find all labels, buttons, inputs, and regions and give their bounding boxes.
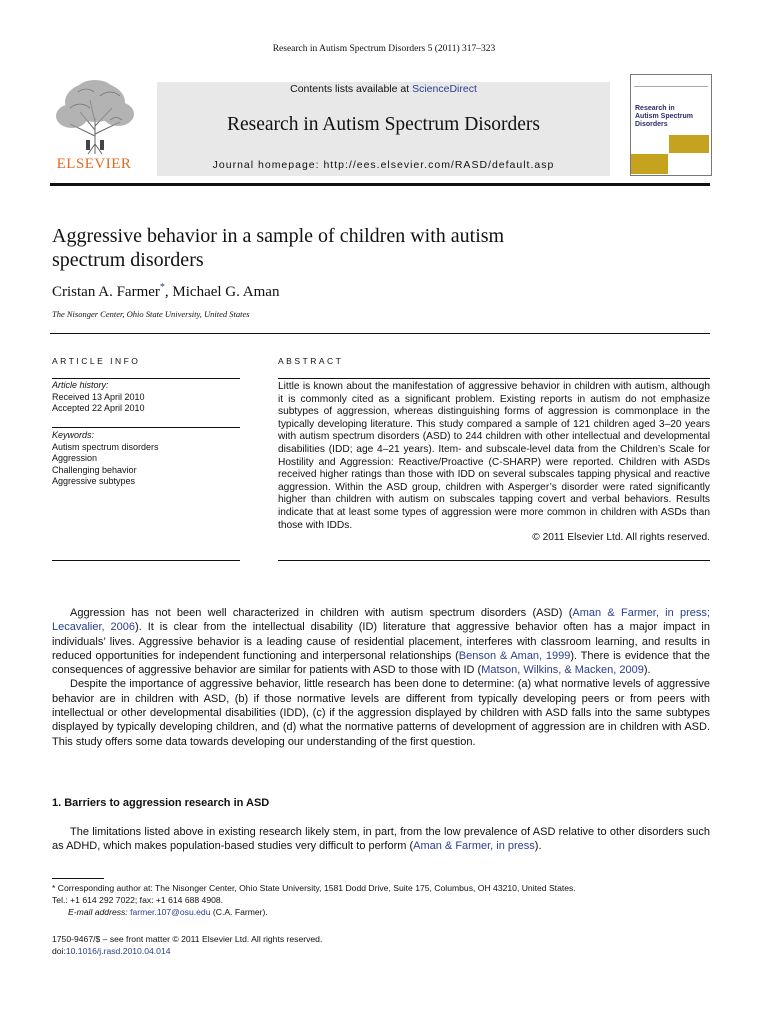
citation-link[interactable]: Benson & Aman, 1999 (458, 649, 571, 662)
cover-title-line: Disorders (635, 121, 668, 128)
article-title-line: spectrum disorders (52, 249, 204, 271)
accepted-date: Accepted 22 April 2010 (52, 403, 145, 413)
author-name[interactable]: , Michael G. Aman (164, 284, 280, 300)
article-info-bottom-rule (52, 560, 240, 561)
article-history (52, 380, 240, 415)
footnote-rule (52, 878, 104, 879)
cover-title-line: Autism Spectrum (635, 113, 693, 120)
issn-block (52, 933, 322, 957)
abstract-copyright: © 2011 Elsevier Ltd. All rights reserved. (532, 532, 710, 544)
keywords-label: Keywords: (52, 430, 95, 440)
footnote-email-line (52, 906, 710, 918)
journal-cover (630, 74, 712, 176)
contents-line (157, 83, 610, 95)
email-label: E-mail address: (68, 907, 131, 917)
cover-accent-block (669, 135, 709, 153)
footnote-line: * Corresponding author at: The Nisonger Center, Ohio State University, 1581 Dodd Drive, Suite 175, Columbus, OH 43210, United States. (52, 883, 576, 893)
intro-text (52, 606, 710, 749)
doi-link[interactable]: 10.1016/j.rasd.2010.04.014 (65, 946, 171, 956)
corresponding-mark[interactable]: * (159, 282, 165, 293)
keyword: Aggressive subtypes (52, 476, 136, 486)
paragraph (52, 606, 710, 677)
affiliation: The Nisonger Center, Ohio State University, United States (52, 309, 250, 319)
article-title-line: Aggressive behavior in a sample of children with autism (52, 225, 505, 247)
article-history-label: Article history: (52, 380, 109, 390)
citation-link[interactable]: Matson, Wilkins, & Macken, 2009 (481, 664, 644, 677)
journal-title: Research in Autism Spectrum Disorders (226, 114, 541, 135)
doi-line (52, 945, 322, 957)
contents-prefix: Contents lists available at (290, 83, 413, 95)
text-run: ). (534, 840, 542, 853)
citation-link[interactable]: Aman & Farmer, in press; Lecavalier, 2006 (52, 607, 710, 634)
cover-title (635, 105, 709, 129)
keywords-rule (52, 427, 240, 428)
cover-accent-block (631, 154, 668, 174)
abstract (278, 381, 710, 545)
keyword: Challenging behavior (52, 464, 137, 475)
received-date: Received 13 April 2010 (52, 391, 145, 402)
running-head: Research in Autism Spectrum Disorders 5 (2011) 317–323 (272, 44, 496, 54)
email-link[interactable]: farmer.107@osu.edu (130, 907, 211, 917)
cover-title-line: Research in (635, 105, 675, 112)
text-run: The limitations listed above in existing research likely stem, in part, from the low prevalence of ASD relative to other disorders such as ADHD, which makes population-based studies very difficult to perform ( (52, 826, 710, 853)
keyword: Aggression (52, 453, 98, 463)
journal-homepage[interactable]: Journal homepage: http://ees.elsevier.com/RASD/default.asp (212, 159, 555, 171)
email-suffix: (C.A. Farmer). (210, 907, 268, 917)
text-run: Aggression has not been well characterized in children with autism spectrum disorders (ASD) ( (70, 607, 573, 619)
keyword: Autism spectrum disorders (52, 441, 159, 452)
author-name[interactable]: Cristan A. Farmer (52, 284, 160, 300)
text-run: ). It is clear from the intellectual disability (ID) literature that aggressive behavior often has a major impact in individuals’ lives. Aggressive behavior is a leading cause of residential placement, interferes with classroom learning, and results in reduced opportunities for independent functioning and interpersonal relationships ( (52, 621, 710, 662)
authors (52, 282, 279, 301)
section-text (52, 825, 710, 854)
section-heading: 1. Barriers to aggression research in ASD (52, 797, 270, 809)
title-rule (50, 333, 710, 334)
abstract-text: Little is known about the manifestation of aggressive behavior in children with autism, although it is commonly cited as a significant problem. Existing reports in autism do not emphasize subtypes of aggression, whereas distinguishing forms of aggression is commonplace in the typically developing literature. This study compared a sample of 121 children aged 3–20 years with autism spectrum disorders (ASD) to 244 children with other intellectual and developmental disabilities (IDD; age 4–21 years). Item- and subscale-level data from the Children’s Scale for Hostility and Aggression: Reactive/Proactive (C-SHARP) were reported. Children with ASDs received higher ratings than those with IDD on several subscales tapping physical and reactive aggression. Within the ASD group, children with Asperger’s disorder were rated significantly higher than children with autism on subscales tapping covert and verbal behaviors. Results indicate that at least some types of aggression were more common in children with ASDs than those with IDDs. (278, 381, 710, 531)
paragraph (52, 825, 710, 854)
article-title (52, 224, 672, 272)
publisher-name: ELSEVIER (56, 156, 132, 172)
sciencedirect-link[interactable]: ScienceDirect (412, 83, 477, 95)
article-info-rule (52, 378, 240, 379)
cover-header-strip (634, 78, 708, 87)
article-info-label: ARTICLE INFO (52, 356, 141, 366)
text-run: ). (643, 664, 651, 677)
text-run: ). There is evidence that the consequences of aggressive behavior are similar for patients with ASD to those with ID ( (52, 649, 711, 677)
doi-label: doi: (52, 946, 66, 956)
footnote-line: Tel.: +1 614 292 7022; fax: +1 614 688 4908. (52, 895, 224, 905)
issn-line: 1750-9467/$ – see front matter © 2011 Elsevier Ltd. All rights reserved. (52, 934, 323, 944)
paragraph: Despite the importance of aggressive behavior, little research has been done to determine: (a) what normative levels of aggressive behavior are in children with ASD, (b) if those normative levels are different from typically developing peers or from peers with intellectual or other developmental disabilities (IDD), (c) if the aggression displayed by children with ASD falls into the same subtypes displayed by typically developing children, and (d) what the normative patterns of development of aggression are in children with ASD. This study offers some data towards developing our understanding of the first question. (52, 678, 710, 748)
keywords (52, 430, 240, 488)
header-rule (50, 183, 710, 186)
footnote (52, 882, 710, 918)
abstract-bottom-rule (278, 560, 710, 561)
abstract-label: ABSTRACT (278, 356, 344, 366)
citation-link[interactable]: Aman & Farmer, in press (413, 840, 535, 853)
abstract-rule (278, 378, 710, 379)
